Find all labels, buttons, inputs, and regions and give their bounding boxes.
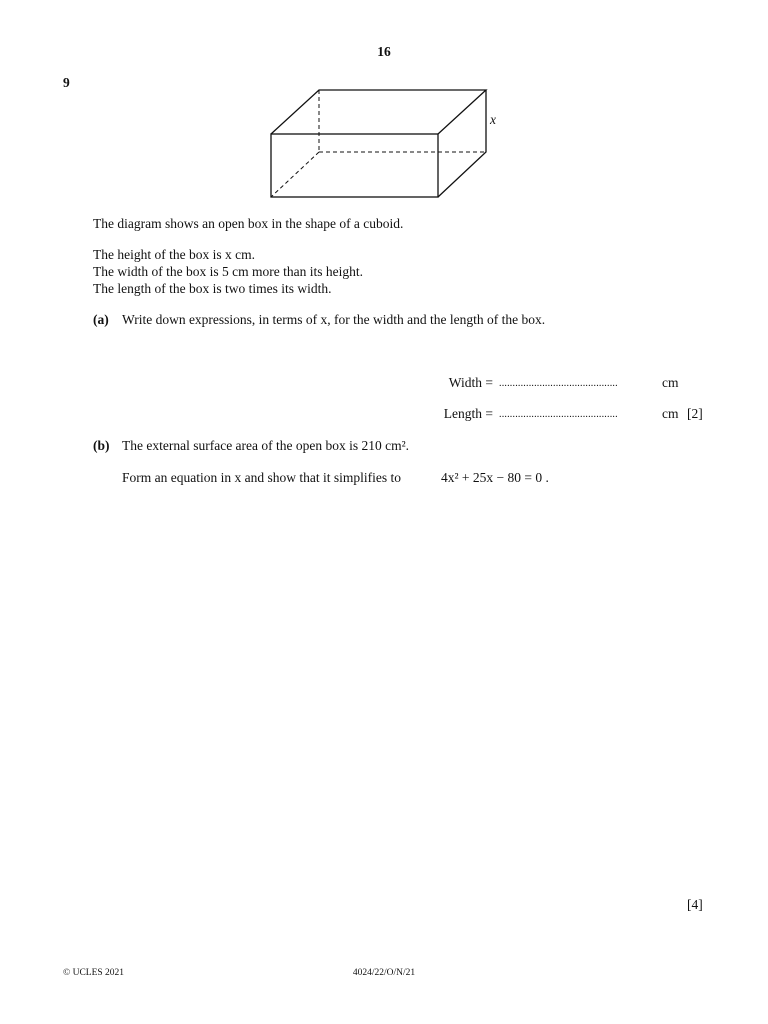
working-space[interactable] [93, 495, 713, 890]
part-b-equation: 4x² + 25x − 80 = 0 . [441, 470, 549, 485]
page-number: 16 [377, 44, 391, 59]
footer-copyright: © UCLES 2021 [63, 968, 125, 978]
cuboid-front-face [271, 134, 438, 197]
part-a-marks: [2] [687, 406, 703, 421]
part-a-label: (a) [93, 312, 109, 327]
width-answer-line[interactable]: ............................................ [499, 378, 618, 389]
fact-height: The height of the box is x cm. [93, 247, 255, 262]
fact-length: The length of the box is two times its width. [93, 281, 332, 296]
part-b-text: The external surface area of the open box is 210 cm². [122, 438, 410, 453]
footer-paper-code: 4024/22/O/N/21 [352, 968, 416, 978]
fact-width: The width of the box is 5 cm more than its height. [93, 264, 363, 279]
width-unit: cm [662, 375, 679, 390]
cuboid-diagram [0, 0, 768, 220]
height-label: x [490, 112, 496, 127]
length-answer-line[interactable]: ............................................ [499, 409, 618, 420]
part-b-label: (b) [93, 438, 110, 453]
hidden-edge-diagonal [271, 152, 319, 197]
part-b-marks: [4] [687, 897, 703, 912]
part-b-instruction: Form an equation in x and show that it simplifies to [122, 470, 401, 485]
length-answer-label: Length = [443, 406, 493, 421]
question-number: 9 [63, 75, 70, 90]
part-a-text: Write down expressions, in terms of x, for the width and the length of the box. [122, 312, 546, 327]
width-answer-label: Width = [448, 375, 493, 390]
intro-text: The diagram shows an open box in the shape of a cuboid. [93, 216, 404, 231]
cuboid-top-face [271, 90, 486, 134]
cuboid-right-face [438, 90, 486, 197]
length-unit: cm [662, 406, 679, 421]
